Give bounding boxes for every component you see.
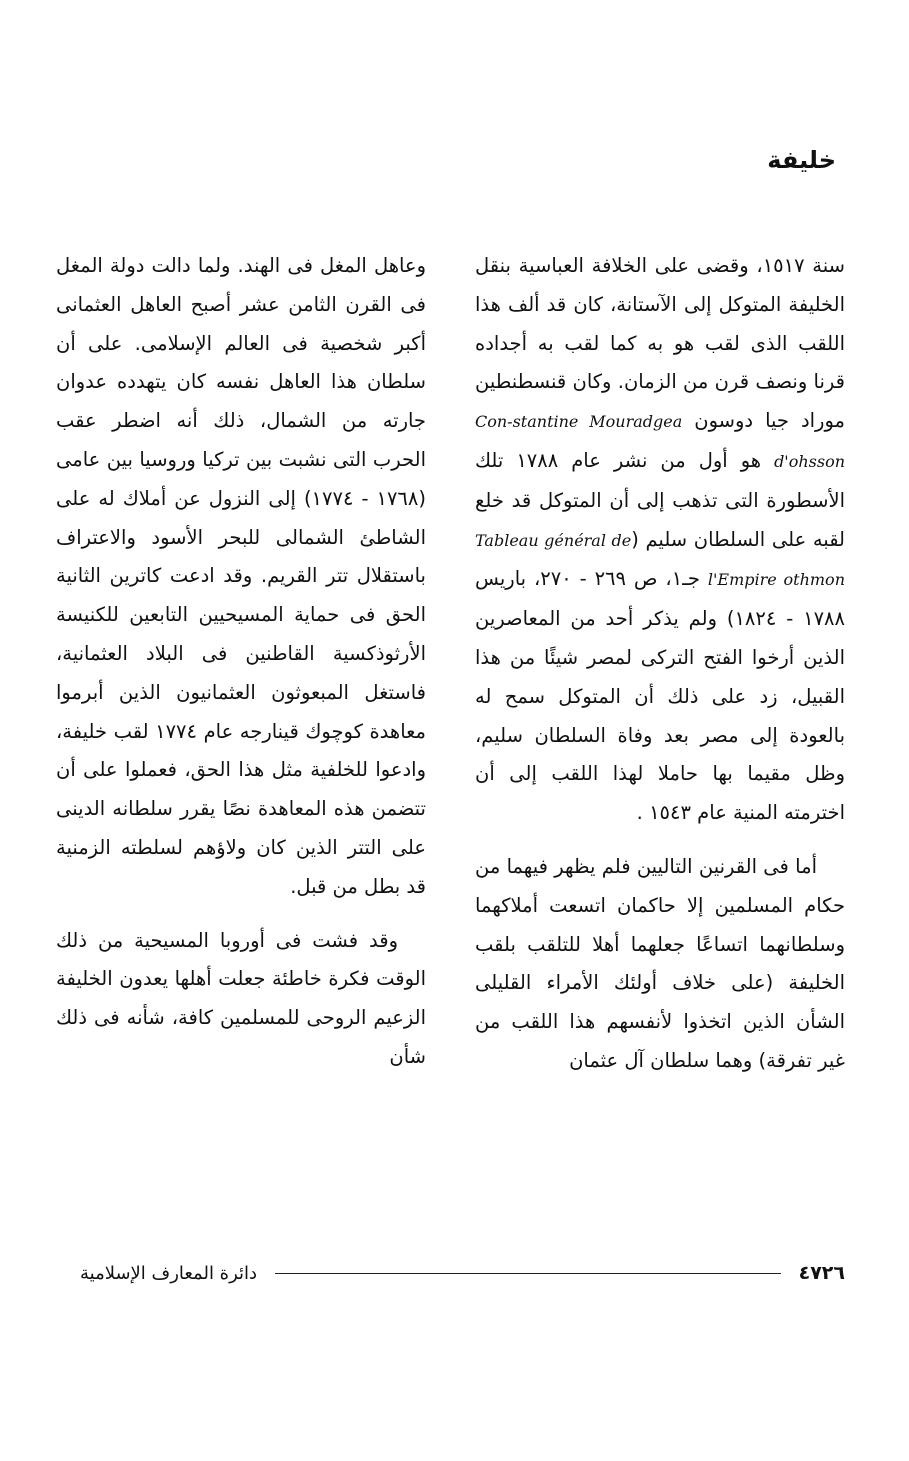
latin-citation: Con-stantine Mouradgea d'ohsson (475, 412, 845, 471)
right-column (475, 247, 845, 1081)
left-column (56, 247, 426, 1077)
publication-title: دائرة المعارف الإسلامية (80, 1262, 258, 1284)
text-segment: جـ١، ص ٢٦٩ - ٢٧٠، باريس ١٧٨٨ - ١٨٢٤) ولم يذكر أحد من المعاصرين الذين أرخوا الفتح التركى لمصر شيئًا من هذا القبيل، زد على ذلك أن المتوكل سمح له بالعودة إلى مصر بعد وفاة السلطان سليم، وظل مقيما بها حاملا لهذا اللقب إلى أن اخترمته المنية عام ١٥٤٣ . (475, 567, 845, 825)
text-segment: هو أول من نشر عام ١٧٨٨ تلك الأسطورة التى تذهب إلى أن المتوكل قد خلع لقبه على السلطان سليم ( (475, 448, 845, 551)
page-footer (80, 1256, 845, 1290)
paragraph (475, 247, 845, 833)
page-number: ٤٧٢٦ (798, 1262, 845, 1284)
paragraph: أما فى القرنين التاليين فلم يظهر فيهما من حكام المسلمين إلا حاكمان اتسعت أملاكهما وسلطانهما اتساعًا جعلهما أهلا للتلقب بلقب الخليفة (على خلاف أولئك الأمراء القليلى الشأن الذين اتخذوا لأنفسهم هذا اللقب من غير تفرقة) وهما سلطان آل عثمان (475, 854, 845, 1072)
text-segment: سنة ١٥١٧، وقضى على الخلافة العباسية بنقل الخليفة المتوكل إلى الآستانة، كان قد ألف هذا اللقب الذى لقب هو به كما لقب به أجداده قرنا ونصف قرن من الزمان. وكان قنسطنطين موراد جيا دوسون (475, 254, 845, 433)
paragraph: وقد فشت فى أوروبا المسيحية من ذلك الوقت فكرة خاطئة جعلت أهلها يعدون الخليفة الزعيم الروحى للمسلمين كافة، شأنه فى ذلك شأن (56, 928, 426, 1068)
paragraph: وعاهل المغل فى الهند. ولما دالت دولة المغل فى القرن الثامن عشر أصبح العاهل العثمانى أكبر شخصية فى العالم الإسلامى. على أن سلطان هذا العاهل نفسه كان يتهدده عدوان جارته من الشمال، ذلك أنه اضطر عقب الحرب التى نشبت بين تركيا وروسيا بين عامى (١٧٦٨ - ١٧٧٤) إلى النزول عن أملاك له على الشاطئ الشمالى للبحر الأسود والاعتراف باستقلال تتر القريم. وقد ادعت كاترين الثانية الحق فى حماية المسيحيين التابعين للكنيسة الأرثوذكسية القاطنين فى البلاد العثمانية، فاستغل المبعوثون العثمانيون الذين أبرموا معاهدة كوچوك قينارجه عام ١٧٧٤ لقب خليفة، وادعوا للخلفية مثل هذا الحق، فعملوا على أن تتضمن هذه المعاهدة نصًا يقرر سلطانه الدينى على التتر الذين كان ولاؤهم لسلطته الزمنية قد بطل من قبل. (56, 254, 426, 898)
running-head: خليفة (767, 146, 836, 174)
latin-citation: Tableau général de l'Empire othmon (475, 530, 845, 590)
footer-divider (275, 1273, 781, 1274)
